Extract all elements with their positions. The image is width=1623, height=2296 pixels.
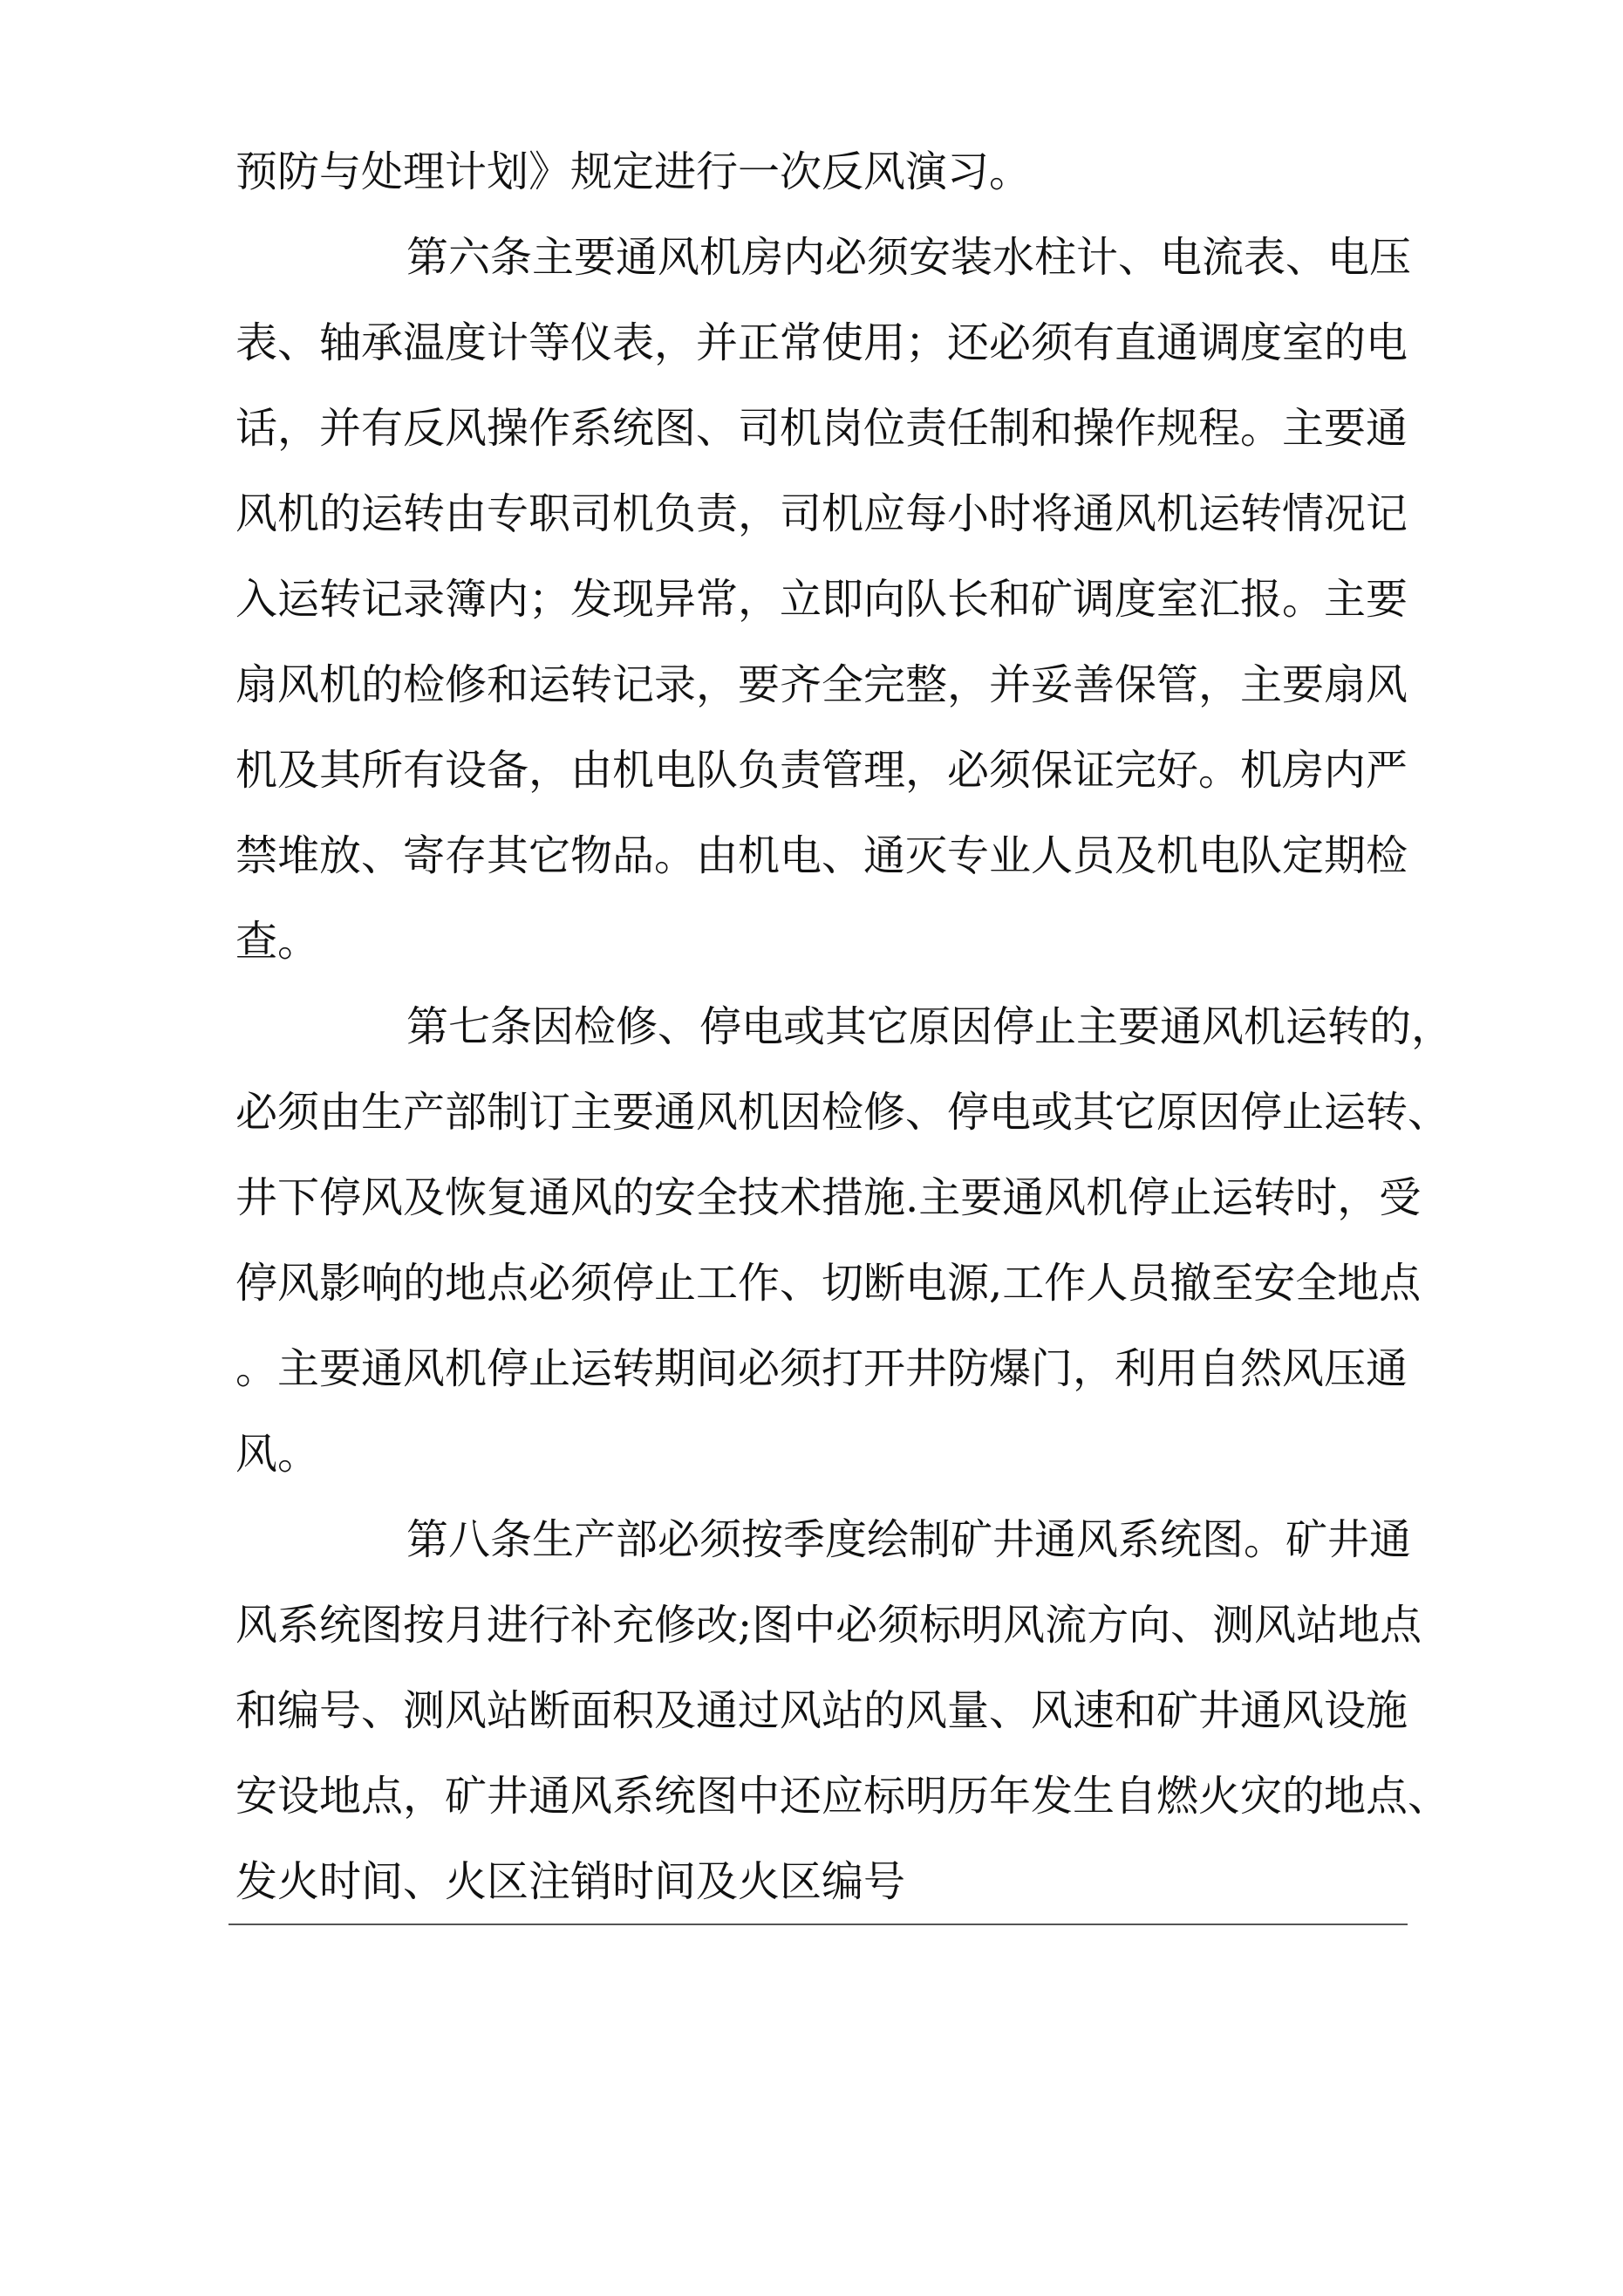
text-line: 井下停风及恢复通风的安全技术措施.主要通风机停止运转时，受 — [235, 1173, 1422, 1222]
text-line: 安设地点，矿井通风系统图中还应标明历年发生自燃火灾的地点、 — [235, 1772, 1450, 1821]
text-line: 禁堆放、寄存其它物品。由机电、通灭专业人员及机电队定期检 — [235, 831, 1408, 880]
body-text — [235, 129, 1454, 1924]
text-line: 话，并有反风操作系统图、司机岗位责任制和操作规程。主要通 — [235, 404, 1408, 453]
paragraph-continuation — [235, 129, 1404, 215]
text-line: 发火时间、火区注销时间及火区编号 — [235, 1857, 906, 1906]
paragraph-article-6 — [235, 215, 1412, 984]
text-line: 。主要通风机停止运转期间必须打开井防爆门，利用自然风压通 — [235, 1344, 1408, 1393]
text-line: 第八条生产部必须按季度绘制矿井通风系统图。矿井通 — [406, 1515, 1412, 1564]
text-line: 风机的运转由专职司机负责，司机应每小时将通风机运转情况记 — [235, 489, 1408, 538]
text-line: 预防与处理计划》规定进行一次反风演习。 — [235, 147, 1032, 196]
text-line: 必须由生产部制订主要通风机因检修、停电或其它原因停止运转、 — [235, 1088, 1450, 1137]
text-line: 入运转记录簿内；发现异常，立即向队长和矿调度室汇报。主要 — [235, 575, 1408, 624]
text-line: 第七条因检修、停电或其它原因停止主要通风机运转的， — [406, 1002, 1454, 1051]
text-line: 机及其所有设备，由机电队负责管理，必须保证完好。机房内严 — [235, 746, 1408, 795]
text-line: 风系统图按月进行补充修改;图中必须标明风流方向、测风站地点 — [235, 1601, 1422, 1650]
text-line: 表、轴承温度计等仪表，并正常使用；还必须有直通调度室的电 — [235, 318, 1408, 367]
text-line: 和编号、测风站断面积及通过风站的风量、风速和矿井通风设施 — [235, 1686, 1408, 1735]
paragraph-article-8 — [235, 1497, 1450, 1924]
paragraph-article-7 — [235, 984, 1454, 1497]
text-line: 停风影响的地点必须停止工作、切断电源,工作人员撤至安全地点 — [235, 1259, 1422, 1308]
text-line: 第六条主要通风机房内必须安装水柱计、电流表、电压 — [406, 233, 1412, 282]
footer-divider — [228, 1924, 1408, 1925]
text-line: 查。 — [235, 917, 320, 966]
text-line: 风。 — [235, 1430, 320, 1479]
text-line: 扇风机的检修和运转记录，要齐全完整，并妥善保管，主要扇风 — [235, 660, 1408, 709]
